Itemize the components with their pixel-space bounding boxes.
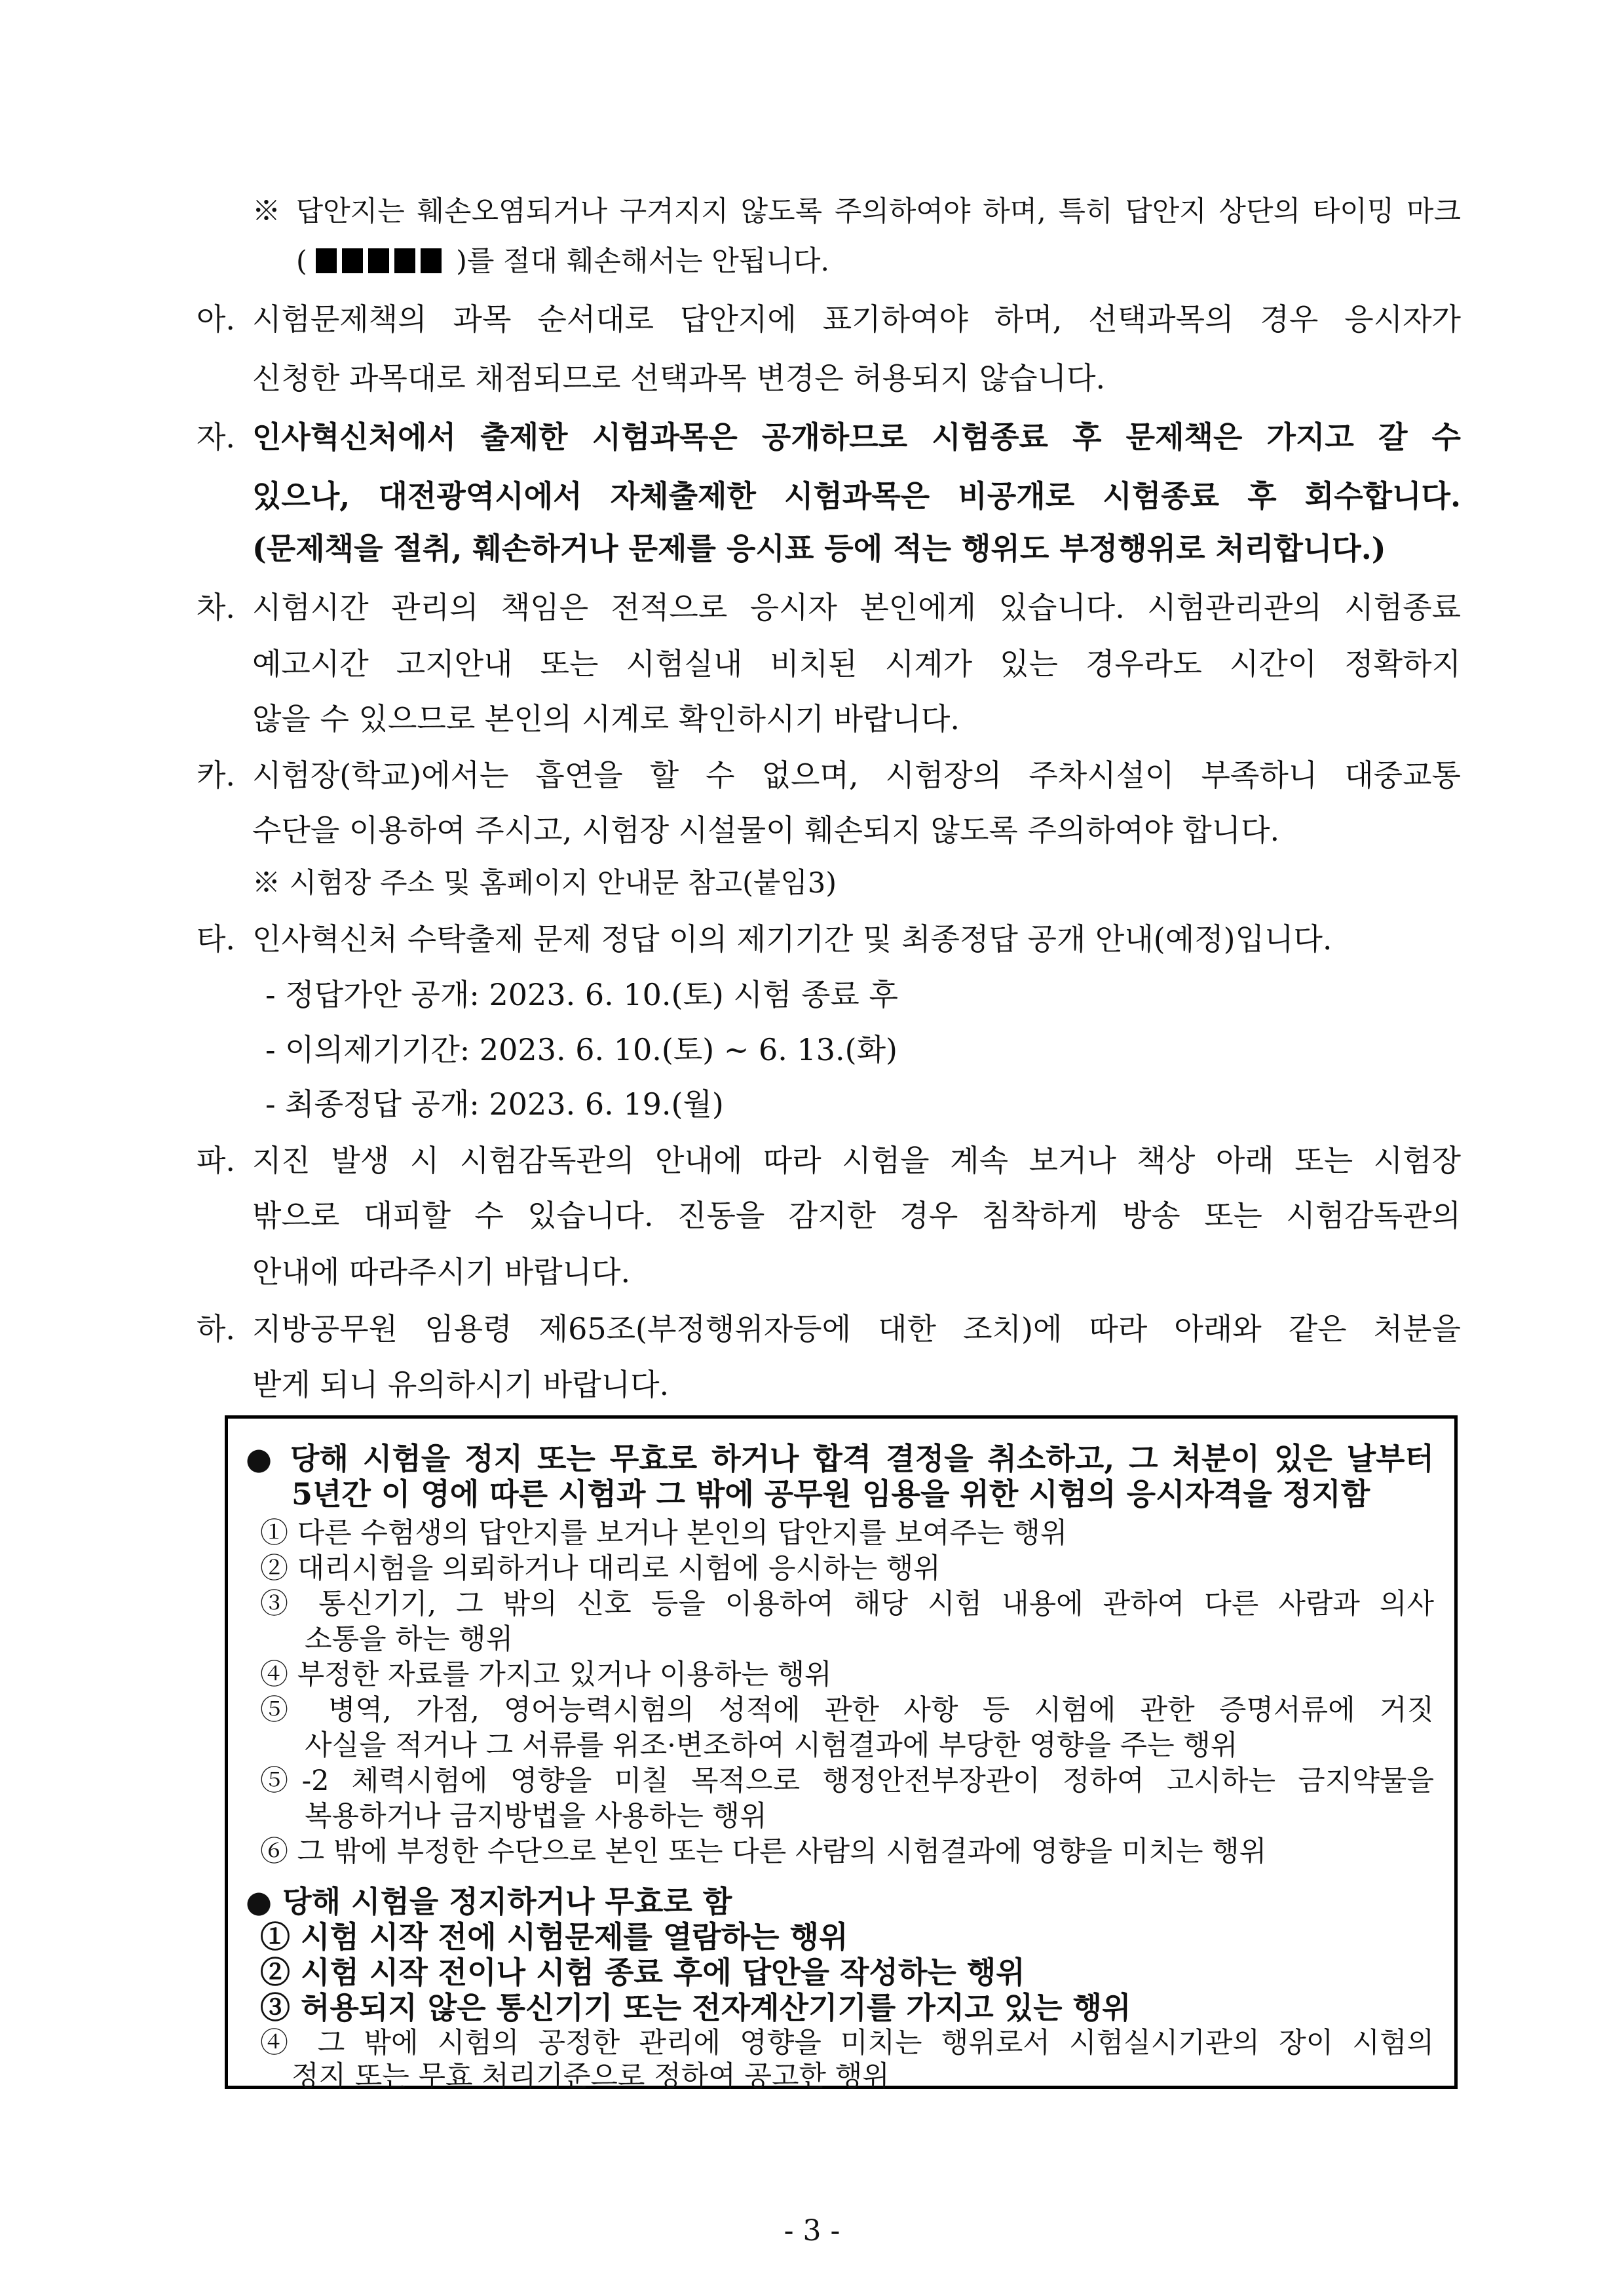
item-ja-line1: 인사혁신처에서 출제한 시험과목은 공개하므로 시험종료 후 문제책은 가지고 갈 수	[252, 419, 1461, 455]
item-ta-sub3: - 최종정답 공개: 2023. 6. 19.(월)	[265, 1086, 724, 1122]
item-ta-sub1: - 정답가안 공개: 2023. 6. 10.(토) 시험 종료 후	[265, 977, 898, 1012]
section1-item-3-line1: ③ 통신기기, 그 밖의 신호 등을 이용하여 해당 시험 내용에 관하여 다른 사람과 의사	[260, 1588, 1434, 1620]
section1-item-6: ⑥ 그 밖에 부정한 수단으로 본인 또는 다른 사람의 시험결과에 영향을 미치는 행위	[260, 1835, 1267, 1868]
item-cha-line3: 않을 수 있으므로 본인의 시계로 확인하시기 바랍니다.	[252, 701, 960, 737]
item-a-line1: 시험문제책의 과목 순서대로 답안지에 표기하여야 하며, 선택과목의 경우 응시자가	[252, 301, 1461, 337]
item-pa-line2: 밖으로 대피할 수 있습니다. 진동을 감지한 경우 침착하게 방송 또는 시험감독관의	[252, 1198, 1461, 1233]
item-ka-note: ※ 시험장 주소 및 홈페이지 안내문 참고(붙임3)	[252, 867, 837, 900]
item-ha-line2: 받게 되니 유의하시기 바랍니다.	[252, 1367, 670, 1402]
item-pa-line3: 안내에 따라주시기 바랍니다.	[252, 1254, 631, 1290]
item-ja-marker: 자.	[197, 419, 236, 455]
item-ha-line1: 지방공무원 임용령 제65조(부정행위자등에 대한 조치)에 따라 아래와 같은 처분을	[252, 1311, 1461, 1347]
section2-item-4-line1: ④ 그 밖에 시험의 공정한 관리에 영향을 미치는 행위로서 시험실시기관의 장이 시험의	[260, 2027, 1434, 2059]
section1-item-4: ④ 부정한 자료를 가지고 있거나 이용하는 행위	[260, 1658, 832, 1691]
answer-sheet-note-line2: ( )를 절대 훼손해서는 안됩니다.	[296, 245, 830, 278]
item-ha-marker: 하.	[197, 1311, 236, 1347]
section1-item-2: ② 대리시험을 의뢰하거나 대리로 시험에 응시하는 행위	[260, 1552, 941, 1585]
penalty-box	[225, 1415, 1458, 2093]
item-ja-line3: (문제책을 절취, 훼손하거나 문제를 응시표 등에 적는 행위도 부정행위로 처리합니다.)	[252, 531, 1386, 566]
item-cha-marker: 차.	[197, 590, 236, 625]
item-a-marker: 아.	[197, 301, 236, 337]
answer-sheet-note-line1: ※ 답안지는 훼손오염되거나 구겨지지 않도록 주의하여야 하며, 특히 답안지 상단의 타이밍 마크	[252, 195, 1461, 228]
section2-item-2: ② 시험 시작 전이나 시험 종료 후에 답안을 작성하는 행위	[260, 1955, 1025, 1990]
item-ta-line1: 인사혁신처 수탁출제 문제 정답 이의 제기기간 및 최종정답 공개 안내(예정)입니다.	[252, 921, 1332, 957]
section1-title-line2: 5년간 이 영에 따른 시험과 그 밖에 공무원 임용을 위한 시험의 응시자격을 정지함	[292, 1476, 1370, 1512]
section1-item-5-line1: ⑤ 병역, 가점, 영어능력시험의 성적에 관한 사항 등 시험에 관한 증명서류에 거짓	[260, 1694, 1434, 1727]
section1-item-5-2-line2: 복용하거나 금지방법을 사용하는 행위	[305, 1800, 767, 1833]
section1-item-5-line2: 사실을 적거나 그 서류를 위조·변조하여 시험결과에 부당한 영향을 주는 행위	[305, 1729, 1238, 1762]
item-cha-line2: 예고시간 고지안내 또는 시험실내 비치된 시계가 있는 경우라도 시간이 정확하지	[252, 646, 1461, 681]
section2-item-4-line2: 정지 또는 무효 처리기준으로 정하여 공고한 행위	[292, 2060, 890, 2093]
section1-item-3-line2: 소통을 하는 행위	[305, 1623, 514, 1656]
section1-item-5-2-line1: ⑤-2 체력시험에 영향을 미칠 목적으로 행정안전부장관이 정하여 고시하는 금지약물을	[260, 1765, 1434, 1797]
item-ka-marker: 카.	[197, 757, 236, 793]
item-a-line2: 신청한 과목대로 채점되므로 선택과목 변경은 허용되지 않습니다.	[252, 360, 1106, 396]
section1-item-1: ① 다른 수험생의 답안지를 보거나 본인의 답안지를 보여주는 행위	[260, 1517, 1068, 1550]
section2-item-1: ① 시험 시작 전에 시험문제를 열람하는 행위	[260, 1919, 848, 1955]
item-pa-line1: 지진 발생 시 시험감독관의 안내에 따라 시험을 계속 보거나 책상 아래 또는 시험장	[252, 1143, 1461, 1178]
item-ka-line1: 시험장(학교)에서는 흡연을 할 수 없으며, 시험장의 주차시설이 부족하니 대중교통	[252, 757, 1461, 793]
item-ta-sub2: - 이의제기기간: 2023. 6. 10.(토) ~ 6. 13.(화)	[265, 1032, 897, 1067]
item-ja-line2: 있으나, 대전광역시에서 자체출제한 시험과목은 비공개로 시험종료 후 회수합니다.	[252, 478, 1461, 514]
section2-item-3: ③ 허용되지 않은 통신기기 또는 전자계산기기를 가지고 있는 행위	[260, 1990, 1131, 2025]
item-ta-marker: 타.	[197, 921, 236, 957]
section2-title: ● 당해 시험을 정지하거나 무효로 함	[246, 1884, 732, 1919]
item-ka-line2: 수단을 이용하여 주시고, 시험장 시설물이 훼손되지 않도록 주의하여야 합니다.	[252, 813, 1280, 848]
item-cha-line1: 시험시간 관리의 책임은 전적으로 응시자 본인에게 있습니다. 시험관리관의 시험종료	[252, 590, 1461, 625]
page-number: - 3 -	[784, 2214, 840, 2248]
item-pa-marker: 파.	[197, 1143, 236, 1178]
timing-mark-icon	[316, 248, 447, 273]
section1-title-line1: ● 당해 시험을 정지 또는 무효로 하거나 합격 결정을 취소하고, 그 처분이 있은 날부터	[246, 1441, 1434, 1476]
